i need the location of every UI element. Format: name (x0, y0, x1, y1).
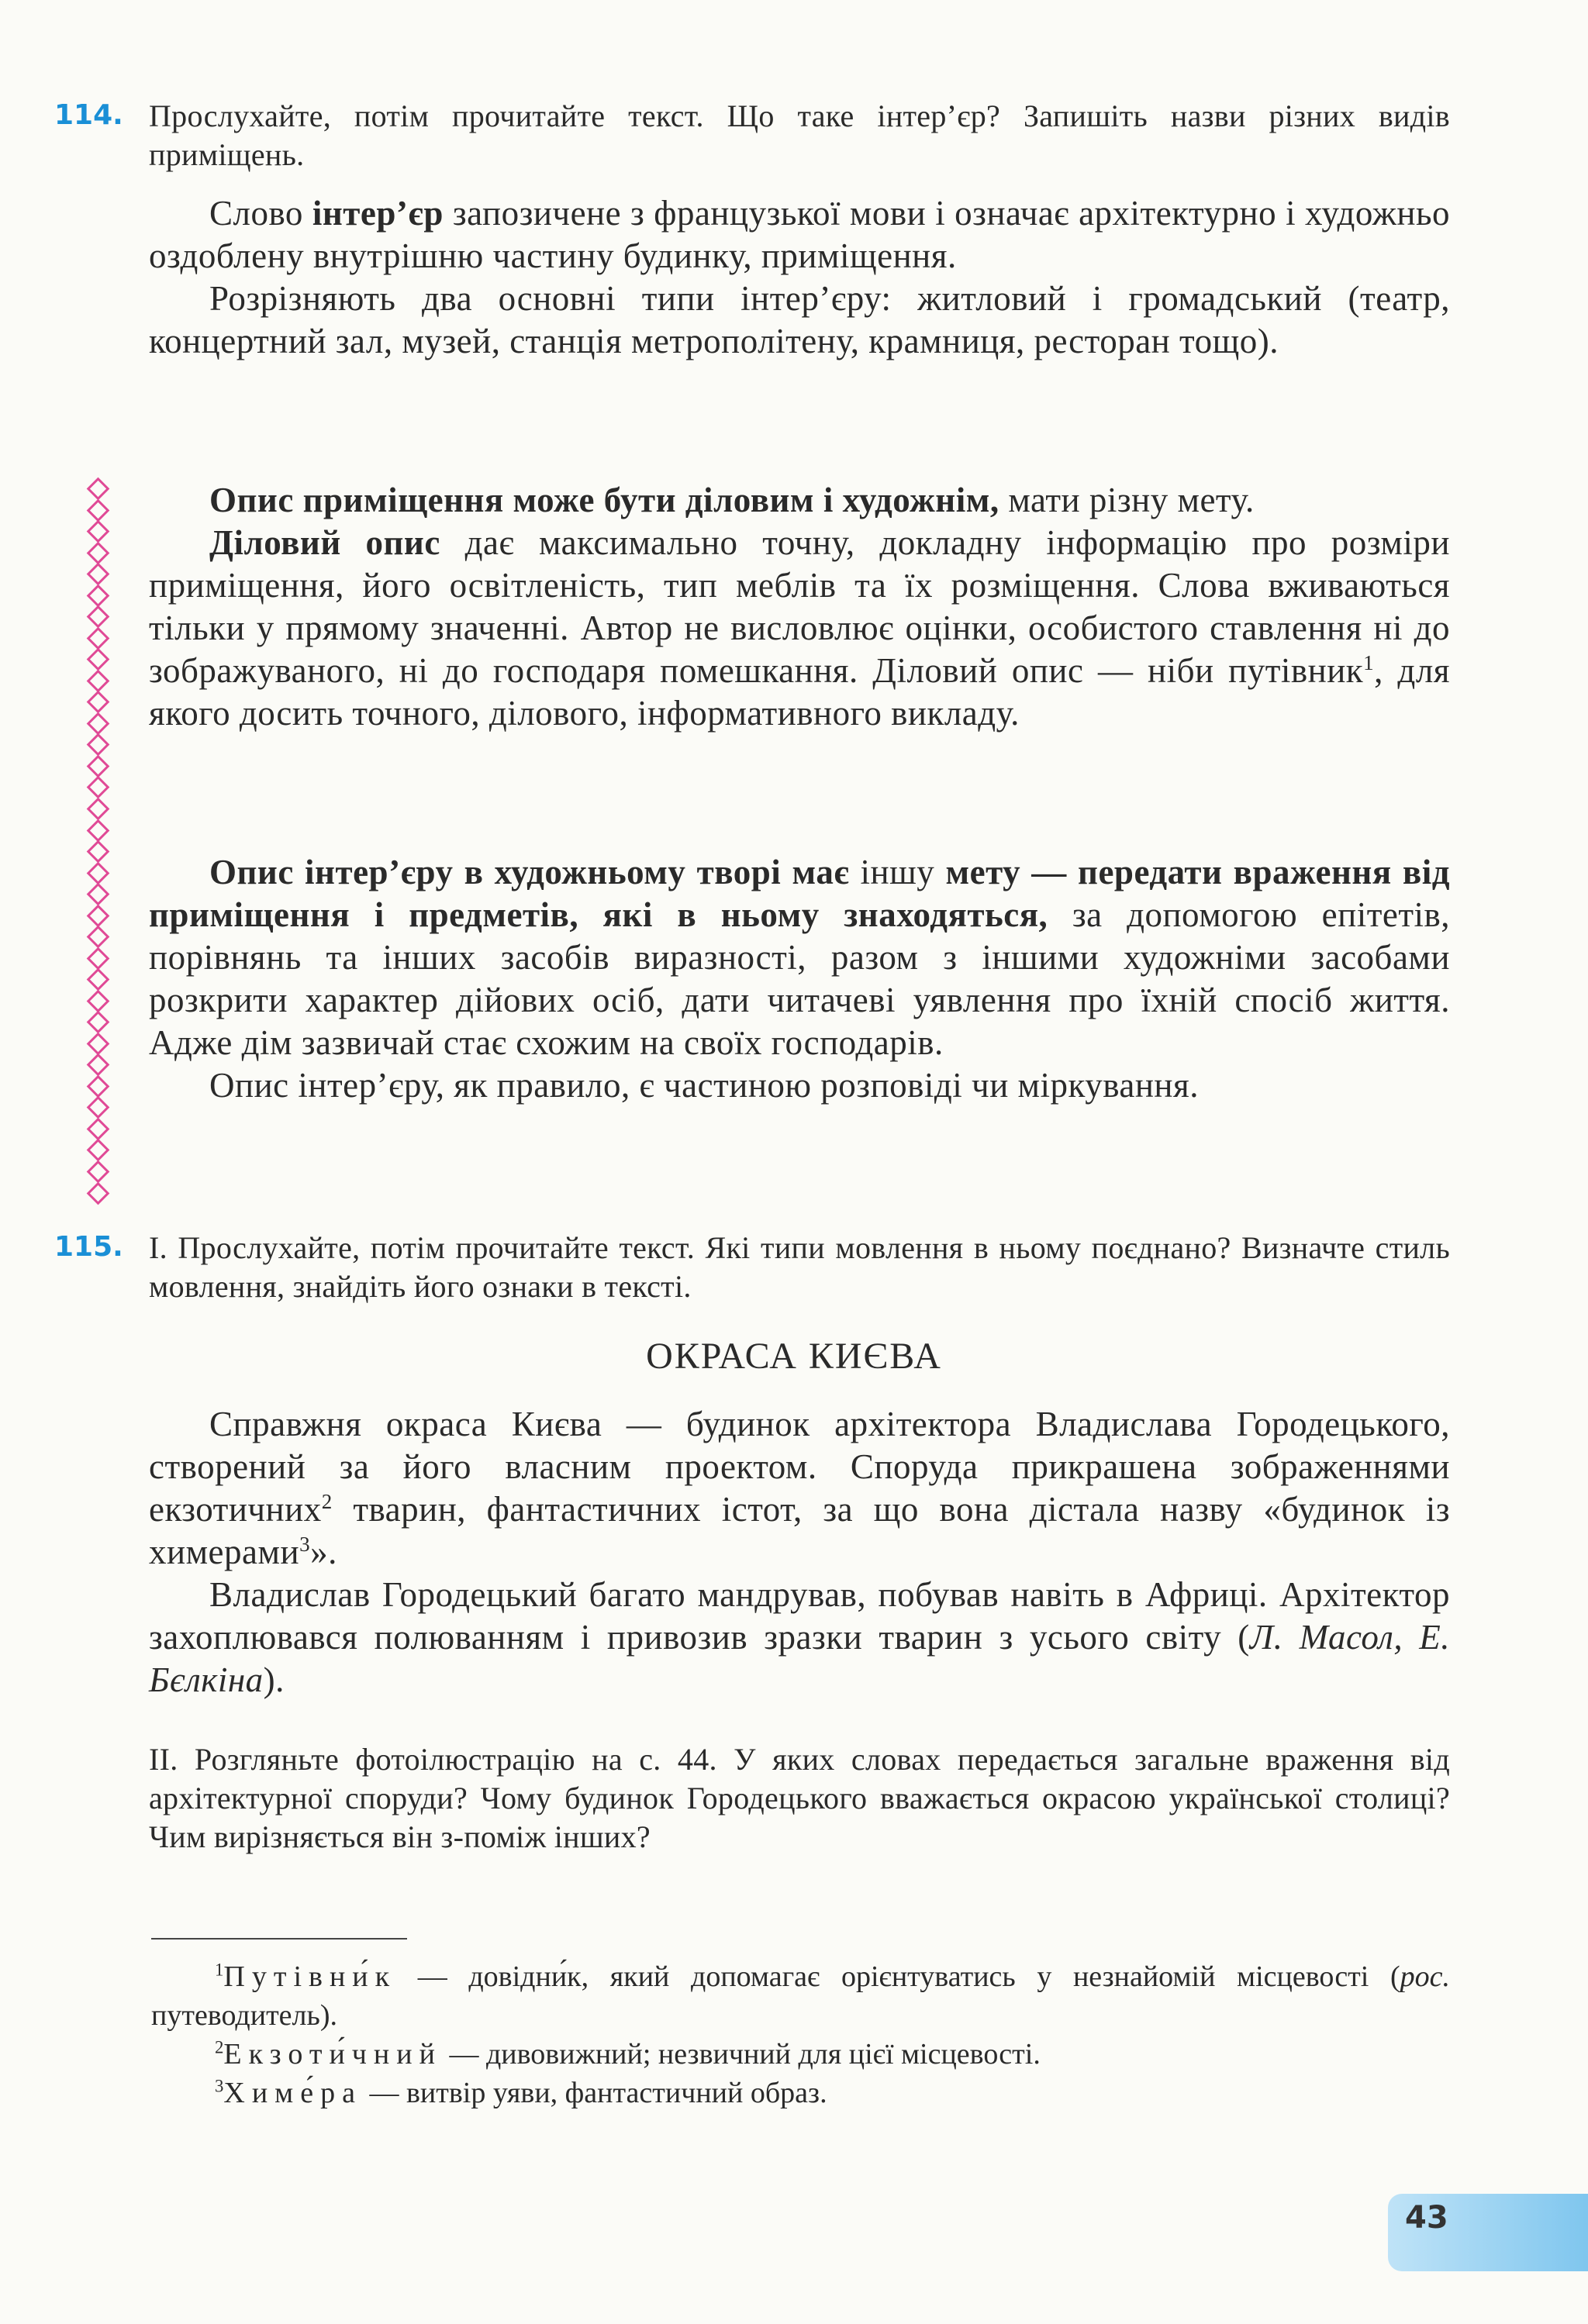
footnote-ref-1: 1 (1363, 651, 1375, 674)
task-text: І. Прослухайте, потім прочитайте текст. Які типи мовлення в ньому поєднано? Визначте стиль мовлення, знайдіть його ознаки в тексті. (149, 1230, 1450, 1304)
term-interior: інтер’єр (312, 194, 444, 233)
rule-artistic-description: Опис інтер’єру в художньому творі має іншу мету — передати враження від приміщення і предметів, які в ньому знаходяться, за допомогою епітетів, порівнянь та інших засобів виразності, разом з іншими художніми засобами розкрити характер дійових осіб, дати читачеві уявлення про їхній спосіб життя. Адже дім зазвичай стає схожим на своїх господарів. (149, 853, 1450, 1062)
diamond-icon (86, 755, 109, 778)
source-authors: Л. Масол, Е. Бєлкіна (149, 1618, 1450, 1699)
diamond-icon (86, 798, 109, 821)
diamond-icon (86, 946, 109, 970)
exercise-114-intro (149, 192, 1450, 363)
paragraph-gorodetsky: Владислав Городецький багато мандрував, побував навіть в Африці. Архітектор захоплювався полюванням і привозив зразки тварин з усього світу (Л. Масол, Е. Бєлкіна). (149, 1575, 1450, 1699)
diamond-icon (86, 478, 109, 501)
diamond-icon (86, 584, 109, 607)
exercise-115-task (149, 1229, 1450, 1306)
rule-interior-part-of-narration: Опис інтер’єру, як правило, є частиною розповіді чи міркування. (209, 1066, 1199, 1105)
exercise-115-task-2 (149, 1740, 1450, 1857)
diamond-icon (86, 989, 109, 1012)
diamond-icon (86, 626, 109, 650)
rule-description-kinds: Опис приміщення може бути діловим і художнім, мати різну мету. (209, 481, 1255, 519)
diamond-icon (86, 563, 109, 586)
exercise-114-task (149, 97, 1450, 174)
footnote-ref-3: 3 (299, 1533, 311, 1556)
task-text: ІІ. Розгляньте фотоілюстрацію на с. 44. У яких словах передається загальне враження від архітектурної споруди? Чому будинок Городецького вважається окрасою української столиці? Чим вирізняється він з-поміж інших? (149, 1742, 1450, 1854)
diamond-icon (86, 498, 109, 522)
diamond-icon (86, 861, 109, 884)
diamond-icon (86, 968, 109, 991)
diamond-icon (86, 819, 109, 842)
diamond-icon (86, 883, 109, 906)
footnote-divider (151, 1938, 407, 1940)
diamond-icon (86, 669, 109, 692)
exercise-115-text (149, 1403, 1450, 1702)
rule-business-description: Діловий опис дає максимально точну, докладну інформацію про розміри приміщення, його освітленість, тип меблів та їх розміщення. Слова вживаються тільки у прямому значенні. Автор не висловлює оцінки, особистого ставлення ні до зображуваного, ні до господаря помешкання. Діловий опис — ніби путівник$^1$, для якого досить точного, ділового, інформативного викладу. (149, 523, 1450, 733)
diamond-icon (86, 1053, 109, 1077)
rule-box-artistic-description (149, 851, 1450, 1107)
footnote-1: $^1$Путівни́к — довідни́к, який допомагає орієнтуватись у незнайомій місцевості (рос. путеводитель). (151, 1960, 1450, 2032)
footnote-ref-2: 2 (321, 1490, 333, 1513)
paragraph-interior-types: Розрізняють два основні типи інтер’єру: житловий і громадський (театр, концертний зал, музей, станція метрополітену, крамниця, ресторан тощо). (149, 279, 1450, 360)
diamond-icon (86, 776, 109, 799)
diamond-icon (86, 904, 109, 927)
footnotes (151, 1957, 1450, 2112)
diamond-icon (86, 1096, 109, 1119)
rule-box-description-types (149, 479, 1450, 735)
rule-box-diamond-border (87, 481, 109, 1202)
page-number: 43 (1405, 2200, 1448, 2236)
diamond-icon (86, 840, 109, 864)
exercise-number-115: 115. (54, 1231, 123, 1263)
diamond-icon (86, 691, 109, 714)
diamond-icon (86, 520, 109, 543)
footnote-3: $^3$Химе́ра — витвір уяви, фантастичний образ. (215, 2076, 827, 2109)
diamond-icon (86, 1118, 109, 1141)
paragraph-kyiv-house: Справжня окраса Києва — будинок архітектора Владислава Городецького, створений за його власним проектом. Споруда прикрашена зображеннями екзотичних$^2$ тварин, фантастичних істот, за що вона дістала назву «будинок із химерами$^3$». (149, 1405, 1450, 1571)
diamond-icon (86, 1032, 109, 1055)
diamond-icon (86, 733, 109, 757)
text-title: ОКРАСА КИЄВА (646, 1336, 942, 1377)
diamond-icon (86, 926, 109, 949)
diamond-icon (86, 712, 109, 735)
diamond-icon (86, 1011, 109, 1034)
diamond-icon (86, 1181, 109, 1205)
diamond-icon (86, 541, 109, 564)
exercise-number-114: 114. (54, 99, 123, 131)
diamond-icon (86, 605, 109, 629)
paragraph-interior-definition: Слово інтер’єр запозичене з французької мови і означає архітектурно і художньо оздоблену внутрішню частину будинку, приміщення. (149, 194, 1450, 275)
diamond-icon (86, 1160, 109, 1184)
diamond-icon (86, 648, 109, 671)
footnote-2: $^2$Екзоти́чний — дивовижний; незвичний для цієї місцевості. (215, 2037, 1041, 2071)
task-text: Прослухайте, потім прочитайте текст. Що таке інтер’єр? Запишіть назви різних видів приміщень. (149, 98, 1450, 172)
diamond-icon (86, 1139, 109, 1162)
diamond-icon (86, 1075, 109, 1098)
